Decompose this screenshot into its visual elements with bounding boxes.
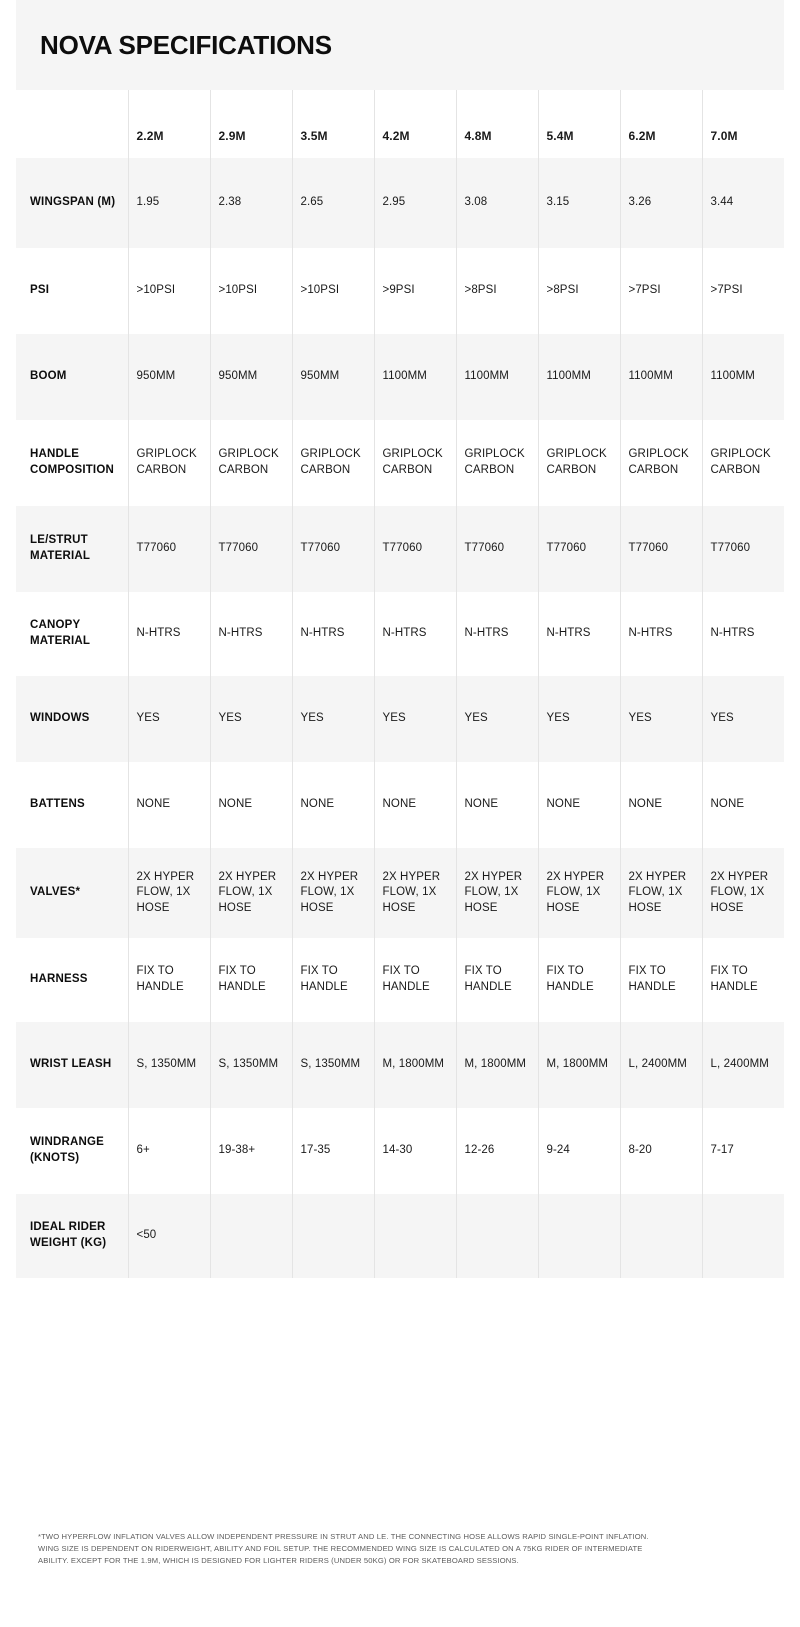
table-row — [16, 1022, 784, 1108]
spec-cell: 1100MM — [374, 334, 456, 420]
spec-cell: N-HTRS — [210, 592, 292, 676]
row-label: PSI — [16, 248, 128, 334]
spec-cell: 14-30 — [374, 1108, 456, 1194]
spec-cell: FIX TO HANDLE — [128, 938, 210, 1022]
spec-cell: FIX TO HANDLE — [620, 938, 702, 1022]
row-label: WINDOWS — [16, 676, 128, 762]
spec-cell: FIX TO HANDLE — [292, 938, 374, 1022]
spec-cell: T77060 — [292, 506, 374, 592]
spec-cell: S, 1350MM — [210, 1022, 292, 1108]
spec-cell: 2X HYPER FLOW, 1X HOSE — [210, 848, 292, 938]
spec-cell: YES — [456, 676, 538, 762]
row-label: VALVES* — [16, 848, 128, 938]
table-body — [16, 158, 784, 1278]
column-header-4.2m: 4.2M — [374, 90, 456, 158]
spec-cell: YES — [702, 676, 784, 762]
table-row — [16, 938, 784, 1022]
spec-cell: GRIPLOCK CARBON — [620, 420, 702, 506]
spec-cell: >10PSI — [128, 248, 210, 334]
row-label: HARNESS — [16, 938, 128, 1022]
footnote — [38, 1531, 758, 1567]
spec-cell: >10PSI — [210, 248, 292, 334]
table-row — [16, 334, 784, 420]
column-header-7.0m: 7.0M — [702, 90, 784, 158]
specifications-table — [16, 90, 784, 1278]
table-row — [16, 676, 784, 762]
spec-cell: GRIPLOCK CARBON — [456, 420, 538, 506]
spec-cell: >8PSI — [538, 248, 620, 334]
spec-cell: NONE — [702, 762, 784, 848]
page-title: NOVA SPECIFICATIONS — [40, 29, 332, 60]
table-row — [16, 420, 784, 506]
row-label: CANOPY MATERIAL — [16, 592, 128, 676]
spec-cell: M, 1800MM — [538, 1022, 620, 1108]
spec-cell: 2X HYPER FLOW, 1X HOSE — [702, 848, 784, 938]
spec-cell: 2.38 — [210, 158, 292, 248]
column-header-6.2m: 6.2M — [620, 90, 702, 158]
table-row — [16, 506, 784, 592]
spec-cell: N-HTRS — [620, 592, 702, 676]
spec-cell: YES — [210, 676, 292, 762]
spec-cell: 19-38+ — [210, 1108, 292, 1194]
footnote-line-1: *TWO HYPERFLOW INFLATION VALVES ALLOW INDEPENDENT PRESSURE IN STRUT AND LE. THE CONNECTING HOSE ALLOWS RAPID SINGLE-POINT INFLATION. — [38, 1532, 649, 1541]
spec-cell: T77060 — [210, 506, 292, 592]
spec-cell: 2X HYPER FLOW, 1X HOSE — [292, 848, 374, 938]
spec-cell: >9PSI — [374, 248, 456, 334]
table-row — [16, 158, 784, 248]
row-label: IDEAL RIDER WEIGHT (KG) — [16, 1194, 128, 1278]
column-header-4.8m: 4.8M — [456, 90, 538, 158]
spec-cell: T77060 — [538, 506, 620, 592]
spec-cell: N-HTRS — [292, 592, 374, 676]
spec-cell: N-HTRS — [538, 592, 620, 676]
table-row — [16, 1108, 784, 1194]
title-banner — [16, 0, 784, 90]
spec-cell: 6+ — [128, 1108, 210, 1194]
spec-cell: T77060 — [128, 506, 210, 592]
spec-cell: YES — [292, 676, 374, 762]
row-label: WINDRANGE (KNOTS) — [16, 1108, 128, 1194]
row-label: HANDLE COMPOSITION — [16, 420, 128, 506]
spec-cell: 2.95 — [374, 158, 456, 248]
spec-cell: T77060 — [620, 506, 702, 592]
table-header-row — [16, 90, 784, 158]
spec-cell: 2X HYPER FLOW, 1X HOSE — [128, 848, 210, 938]
spec-cell: GRIPLOCK CARBON — [128, 420, 210, 506]
spec-cell: N-HTRS — [702, 592, 784, 676]
spec-cell: YES — [620, 676, 702, 762]
spec-cell — [620, 1194, 702, 1278]
spec-cell — [456, 1194, 538, 1278]
footnote-line-3: ABILITY. EXCEPT FOR THE 1.9M, WHICH IS DESIGNED FOR LIGHTER RIDERS (UNDER 50KG) OR FOR SKATEBOARD SESSIONS. — [38, 1555, 519, 1565]
spec-cell — [292, 1194, 374, 1278]
spec-cell: NONE — [374, 762, 456, 848]
header-spacer-cell — [16, 90, 128, 158]
spec-cell: T77060 — [374, 506, 456, 592]
spec-cell: 950MM — [292, 334, 374, 420]
spec-cell: 7-17 — [702, 1108, 784, 1194]
table-row — [16, 848, 784, 938]
row-label: BOOM — [16, 334, 128, 420]
spec-cell: FIX TO HANDLE — [210, 938, 292, 1022]
spec-cell: FIX TO HANDLE — [538, 938, 620, 1022]
spec-cell: S, 1350MM — [128, 1022, 210, 1108]
spec-cell: GRIPLOCK CARBON — [538, 420, 620, 506]
spec-cell: 17-35 — [292, 1108, 374, 1194]
row-label: WRIST LEASH — [16, 1022, 128, 1108]
spec-cell: FIX TO HANDLE — [374, 938, 456, 1022]
row-label: BATTENS — [16, 762, 128, 848]
spec-cell: >10PSI — [292, 248, 374, 334]
spec-cell: 12-26 — [456, 1108, 538, 1194]
table-row — [16, 762, 784, 848]
spec-cell: 1100MM — [702, 334, 784, 420]
spec-cell — [538, 1194, 620, 1278]
spec-cell: 950MM — [210, 334, 292, 420]
spec-cell: 1100MM — [456, 334, 538, 420]
spec-cell: 2X HYPER FLOW, 1X HOSE — [374, 848, 456, 938]
spec-cell: 2X HYPER FLOW, 1X HOSE — [538, 848, 620, 938]
spec-cell: NONE — [128, 762, 210, 848]
spec-cell: YES — [128, 676, 210, 762]
spec-cell: S, 1350MM — [292, 1022, 374, 1108]
spec-cell: GRIPLOCK CARBON — [292, 420, 374, 506]
spec-cell: 950MM — [128, 334, 210, 420]
spec-cell: >7PSI — [620, 248, 702, 334]
spec-cell: L, 2400MM — [620, 1022, 702, 1108]
spec-cell: N-HTRS — [456, 592, 538, 676]
spec-cell: 1100MM — [620, 334, 702, 420]
table-row — [16, 248, 784, 334]
spec-cell: NONE — [210, 762, 292, 848]
spec-cell: 8-20 — [620, 1108, 702, 1194]
spec-cell: T77060 — [456, 506, 538, 592]
spec-cell: 1.95 — [128, 158, 210, 248]
column-header-2.2m: 2.2M — [128, 90, 210, 158]
spec-cell: 2X HYPER FLOW, 1X HOSE — [456, 848, 538, 938]
spec-cell: GRIPLOCK CARBON — [210, 420, 292, 506]
spec-cell — [374, 1194, 456, 1278]
spec-cell: L, 2400MM — [702, 1022, 784, 1108]
footnote-line-2: WING SIZE IS DEPENDENT ON RIDERWEIGHT, ABILITY AND FOIL SETUP. THE RECOMMENDED WING SIZE IS CALCULATED ON A 75KG RIDER OF INTERMEDIATE — [38, 1543, 643, 1553]
spec-cell — [210, 1194, 292, 1278]
spec-cell: M, 1800MM — [374, 1022, 456, 1108]
spec-cell: <50 — [128, 1194, 210, 1278]
spec-cell: >8PSI — [456, 248, 538, 334]
spec-cell: NONE — [620, 762, 702, 848]
spec-cell: T77060 — [702, 506, 784, 592]
spec-cell: 3.15 — [538, 158, 620, 248]
spec-cell: M, 1800MM — [456, 1022, 538, 1108]
spec-cell: 2.65 — [292, 158, 374, 248]
table-head — [16, 90, 784, 158]
spec-cell: GRIPLOCK CARBON — [374, 420, 456, 506]
row-label: LE/STRUT MATERIAL — [16, 506, 128, 592]
spec-cell: N-HTRS — [128, 592, 210, 676]
spec-cell: 1100MM — [538, 334, 620, 420]
spec-cell: NONE — [538, 762, 620, 848]
spec-cell: NONE — [456, 762, 538, 848]
spec-cell: >7PSI — [702, 248, 784, 334]
column-header-5.4m: 5.4M — [538, 90, 620, 158]
spec-cell: 3.44 — [702, 158, 784, 248]
spec-cell: YES — [374, 676, 456, 762]
spec-cell — [702, 1194, 784, 1278]
spec-cell: FIX TO HANDLE — [456, 938, 538, 1022]
spec-cell: 3.08 — [456, 158, 538, 248]
column-header-2.9m: 2.9M — [210, 90, 292, 158]
column-header-3.5m: 3.5M — [292, 90, 374, 158]
spec-cell: FIX TO HANDLE — [702, 938, 784, 1022]
spec-cell: YES — [538, 676, 620, 762]
table-row — [16, 1194, 784, 1278]
spec-cell: NONE — [292, 762, 374, 848]
spec-cell: 3.26 — [620, 158, 702, 248]
row-label: WINGSPAN (M) — [16, 158, 128, 248]
spec-cell: 9-24 — [538, 1108, 620, 1194]
spec-cell: N-HTRS — [374, 592, 456, 676]
spec-cell: 2X HYPER FLOW, 1X HOSE — [620, 848, 702, 938]
spec-cell: GRIPLOCK CARBON — [702, 420, 784, 506]
table-row — [16, 592, 784, 676]
